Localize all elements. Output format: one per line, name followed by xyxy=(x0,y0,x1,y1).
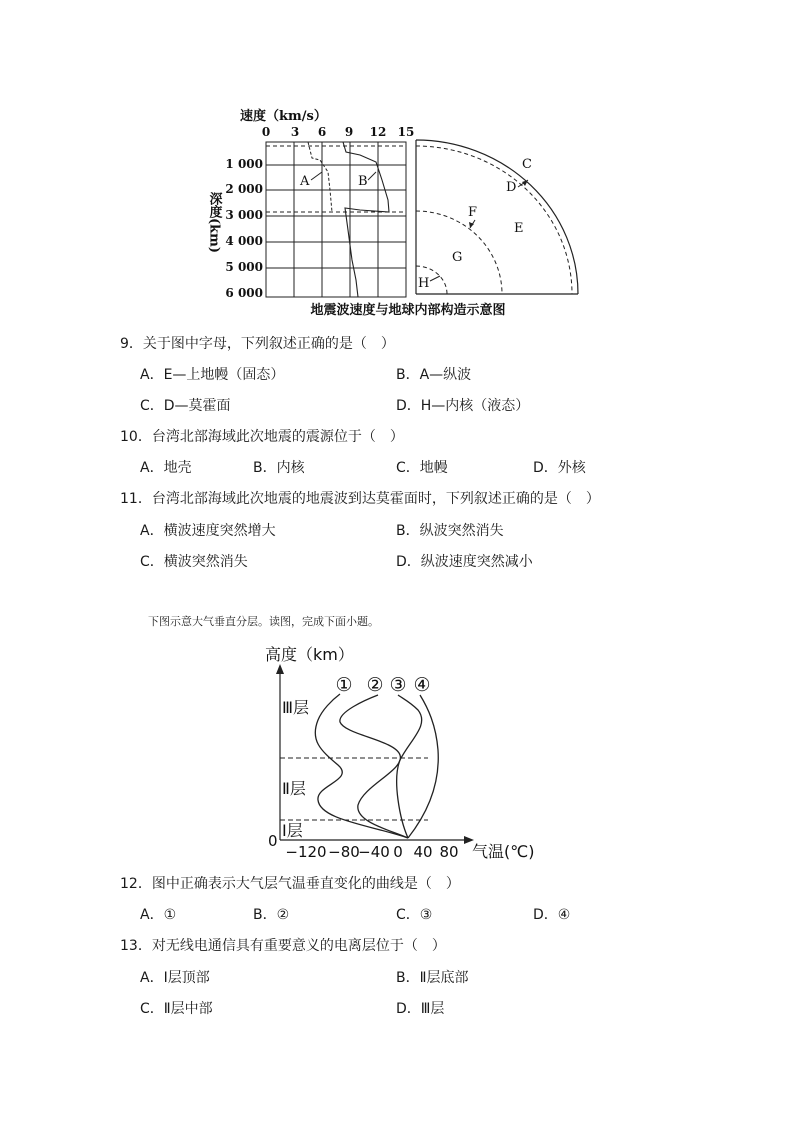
option-d[interactable]: D．H—内核（液态） xyxy=(396,398,530,414)
section-intro: 下图示意大气垂直分层。读图，完成下面小题。 xyxy=(148,615,379,628)
label-d: D xyxy=(506,180,517,195)
option-b[interactable]: B．A—纵波 xyxy=(396,367,472,383)
label-g: G xyxy=(452,250,463,265)
option-a[interactable]: A．地壳 xyxy=(140,460,192,476)
option-b[interactable]: B．② xyxy=(253,907,290,923)
layer-ii-label: Ⅱ层 xyxy=(282,779,306,798)
label-f: F xyxy=(468,205,478,220)
y-tick-label: 2 000 xyxy=(225,182,263,196)
label-c: C xyxy=(522,157,532,172)
depth-axis-label: 深度(km) xyxy=(206,192,222,254)
question-text: 台湾北部海域此次地震的地震波到达莫霍面时，下列叙述正确的是（ ） xyxy=(151,491,600,507)
option-a[interactable]: A．E—上地幔（固态） xyxy=(140,367,285,383)
curve-3-label: ③ xyxy=(389,674,407,696)
option-b[interactable]: B．纵波突然消失 xyxy=(396,523,504,539)
option-b[interactable]: B．内核 xyxy=(253,460,305,476)
figure1-caption: 地震波速度与地球内部构造示意图 xyxy=(310,303,506,318)
question-number: 12． xyxy=(120,876,152,892)
curve-4 xyxy=(408,695,438,838)
question-number: 9． xyxy=(120,336,143,352)
velocity-axis-title: 速度（km/s） xyxy=(240,109,327,124)
x-tick-label: −80 xyxy=(328,843,360,861)
option-c[interactable]: C．③ xyxy=(396,907,433,923)
temp-axis-label: 气温(℃) xyxy=(472,842,535,861)
curve-3 xyxy=(397,695,422,838)
origin-label: 0 xyxy=(268,832,278,850)
y-tick-label: 4 000 xyxy=(225,234,263,248)
label-h: H xyxy=(418,276,430,291)
y-tick-label: 3 000 xyxy=(225,208,263,222)
y-tick-label: 6 000 xyxy=(225,286,263,300)
x-tick-label: 15 xyxy=(397,125,415,139)
curve-a-swave xyxy=(308,142,332,212)
option-a[interactable]: A．横波速度突然增大 xyxy=(140,523,276,539)
x-tick-label: −120 xyxy=(285,843,327,861)
x-tick-label: 40 xyxy=(413,843,433,861)
option-d[interactable]: D．外核 xyxy=(533,460,586,476)
question-number: 11． xyxy=(120,491,152,507)
label-e: E xyxy=(514,221,524,236)
option-d[interactable]: D．Ⅲ层 xyxy=(396,1001,445,1017)
question-text: 台湾北部海域此次地震的震源位于（ ） xyxy=(151,429,404,445)
option-a[interactable]: A．① xyxy=(140,907,177,923)
x-tick-label: 3 xyxy=(290,125,300,139)
option-a[interactable]: A．Ⅰ层顶部 xyxy=(140,970,210,986)
layer-i-label: Ⅰ层 xyxy=(282,821,303,840)
atmosphere-layer-figure xyxy=(260,640,540,865)
option-c[interactable]: C．Ⅱ层中部 xyxy=(140,1001,213,1017)
label-b: B xyxy=(358,174,368,189)
layer-iii-label: Ⅲ层 xyxy=(282,698,310,717)
option-d[interactable]: D．④ xyxy=(533,907,571,923)
curve-2-label: ② xyxy=(366,674,384,696)
question-text: 关于图中字母，下列叙述正确的是（ ） xyxy=(142,336,395,352)
height-axis-label: 高度（km） xyxy=(265,645,354,664)
seismic-wave-figure xyxy=(200,100,590,325)
option-c[interactable]: C．D—莫霍面 xyxy=(140,398,231,414)
question-number: 10． xyxy=(120,429,152,445)
question-text: 图中正确表示大气层气温垂直变化的曲线是（ ） xyxy=(151,876,460,892)
x-tick-label: 0 xyxy=(393,843,403,861)
x-tick-label: 6 xyxy=(317,125,327,139)
option-d[interactable]: D．纵波速度突然减小 xyxy=(396,554,533,570)
x-tick-label: 80 xyxy=(439,843,459,861)
x-tick-label: 12 xyxy=(369,125,387,139)
x-tick-label: 0 xyxy=(261,125,271,139)
question-number: 13． xyxy=(120,938,152,954)
question-text: 对无线电通信具有重要意义的电离层位于（ ） xyxy=(151,938,446,954)
curve-4-label: ④ xyxy=(413,674,431,696)
curve-1-label: ① xyxy=(335,674,353,696)
option-c[interactable]: C．地幔 xyxy=(396,460,448,476)
y-tick-label: 1 000 xyxy=(225,157,263,171)
option-b[interactable]: B．Ⅱ层底部 xyxy=(396,970,469,986)
option-c[interactable]: C．横波突然消失 xyxy=(140,554,248,570)
label-a: A xyxy=(300,174,310,189)
x-tick-label: −40 xyxy=(358,843,390,861)
y-tick-label: 5 000 xyxy=(225,260,263,274)
x-tick-label: 9 xyxy=(344,125,354,139)
